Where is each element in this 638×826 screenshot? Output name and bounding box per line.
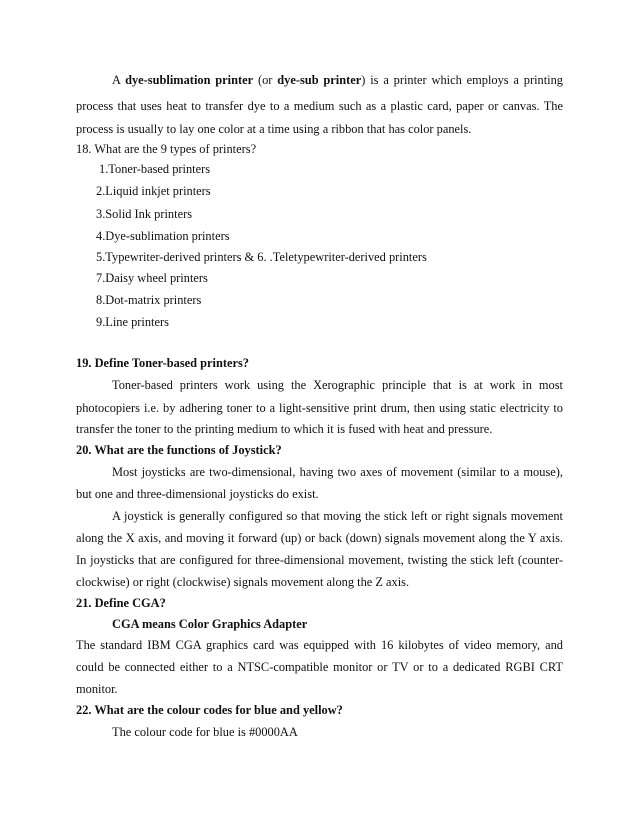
q18-question: 18. What are the 9 types of printers?	[76, 142, 257, 156]
q20-para2-line-4: clockwise) or right (clockwise) signals movement along the Z axis.	[76, 575, 410, 589]
intro-line-1	[112, 72, 563, 88]
q21-line-1: The standard IBM CGA graphics card was equipped with 16 kilobytes of video memory, and	[76, 638, 563, 652]
q19-line-2: photocopiers i.e. by adhering toner to a light-sensitive print drum, then using static electricity to	[76, 401, 563, 415]
q18-item-1: 1.Toner-based printers	[99, 162, 211, 176]
q20-para2-line-1: A joystick is generally configured so that moving the stick left or right signals movement	[112, 509, 563, 523]
intro-prefix: A	[112, 73, 126, 87]
q18-item-7: 7.Daisy wheel printers	[96, 271, 208, 285]
q18-item-4: 4.Dye-sublimation printers	[96, 229, 230, 243]
q20-question: 20. What are the functions of Joystick?	[76, 443, 282, 457]
q21-answer-heading: CGA means Color Graphics Adapter	[112, 617, 308, 631]
q18-item-9: 9.Line printers	[96, 315, 169, 329]
q22-answer: The colour code for blue is #0000AA	[112, 725, 298, 739]
q19-line-3: transfer the toner to the printing medium to which it is fused with heat and pressure.	[76, 422, 493, 436]
q19-question: 19. Define Toner-based printers?	[76, 356, 250, 370]
q21-question: 21. Define CGA?	[76, 596, 166, 610]
q19-line-1: Toner-based printers work using the Xerographic principle that is at work in most	[112, 378, 563, 392]
intro-rest: ) is a printer which employs a printing	[361, 73, 563, 87]
q20-para2-line-2: along the X axis, and moving it forward (up) or back (down) signals movement along the Y axis.	[76, 531, 563, 545]
intro-line-3: process is usually to lay one color at a time using a ribbon that has color panels.	[76, 122, 472, 136]
q20-para1-line-1: Most joysticks are two-dimensional, having two axes of movement (similar to a mouse),	[112, 465, 563, 479]
q18-item-8: 8.Dot-matrix printers	[96, 293, 202, 307]
q20-para1-line-2: but one and three-dimensional joysticks do exist.	[76, 487, 319, 501]
q18-item-2: 2.Liquid inkjet printers	[96, 184, 211, 198]
term-dye-sub-printer: dye-sub printer	[277, 73, 362, 87]
q21-line-2: could be connected either to a NTSC-compatible monitor or TV or to a dedicated RGBI CRT	[76, 660, 563, 674]
q20-para2-line-3: In joysticks that are configured for three-dimensional movement, twisting the stick left (counter-	[76, 553, 563, 567]
term-dye-sublimation-printer: dye-sublimation printer	[125, 73, 254, 87]
q22-question: 22. What are the colour codes for blue and yellow?	[76, 703, 343, 717]
intro-line-2: process that uses heat to transfer dye to a medium such as a plastic card, paper or canvas. The	[76, 99, 563, 113]
q18-item-5: 5.Typewriter-derived printers & 6. .Teletypewriter-derived printers	[96, 250, 427, 264]
q18-item-3: 3.Solid Ink printers	[96, 207, 193, 221]
intro-mid: (or	[253, 73, 278, 87]
q21-line-3: monitor.	[76, 682, 118, 696]
